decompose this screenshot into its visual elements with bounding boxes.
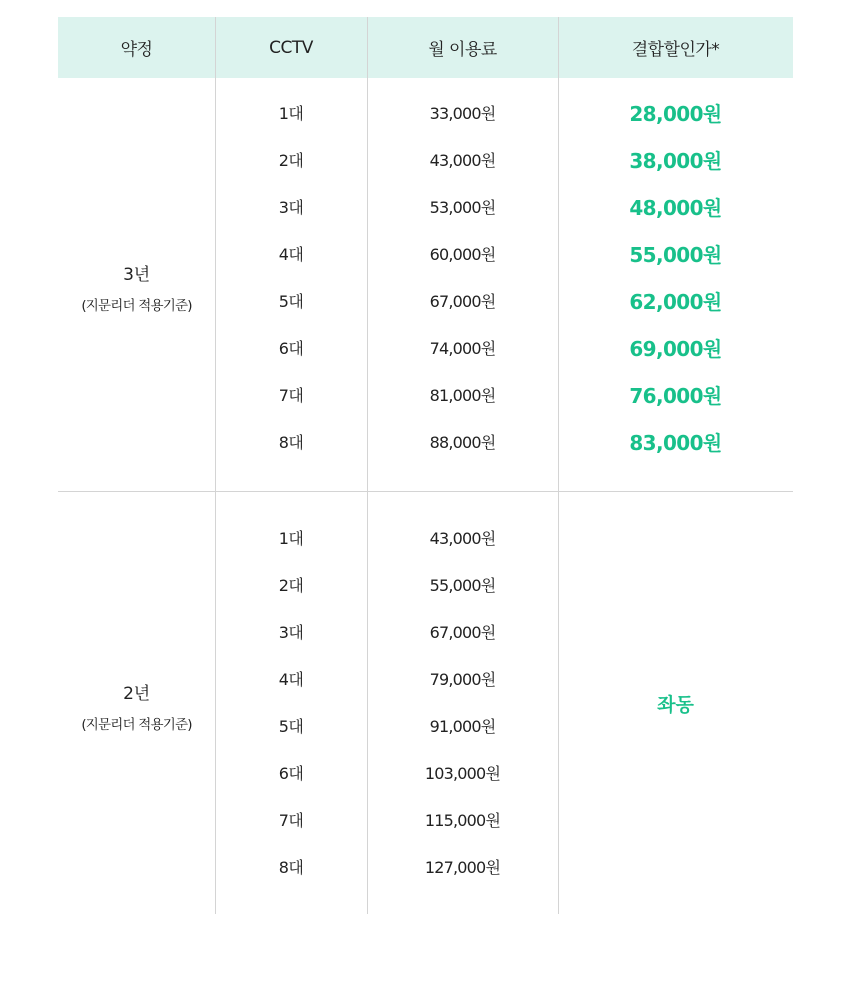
cctv-count: 4대 — [278, 245, 304, 264]
monthly-fee: 67,000원 — [429, 292, 496, 311]
table-row — [215, 561, 793, 608]
monthly-fee: 60,000원 — [429, 245, 496, 264]
table-row — [215, 514, 793, 561]
cctv-count: 8대 — [278, 433, 304, 452]
group-3y-label — [58, 260, 215, 314]
monthly-fee: 103,000원 — [424, 764, 501, 783]
monthly-fee: 79,000원 — [429, 670, 496, 689]
table-row — [215, 418, 793, 465]
table-row — [215, 136, 793, 183]
monthly-fee: 43,000원 — [429, 529, 496, 548]
cctv-count: 4대 — [278, 670, 304, 689]
cctv-count: 3대 — [278, 623, 304, 642]
monthly-fee: 74,000원 — [429, 339, 496, 358]
cctv-count: 6대 — [278, 339, 304, 358]
group-2y-label — [58, 679, 215, 733]
group-2y-basis: (지문리더 적용기준) — [81, 717, 192, 733]
header-monthly-fee: 월 이용료 — [428, 40, 497, 60]
bundle-price: 55,000원 — [629, 243, 722, 267]
table-row — [215, 183, 793, 230]
monthly-fee: 55,000원 — [429, 576, 496, 595]
bundle-price: 28,000원 — [629, 102, 722, 126]
table-row — [215, 89, 793, 136]
cctv-count: 3대 — [278, 198, 304, 217]
group-3y-basis: (지문리더 적용기준) — [81, 298, 192, 314]
monthly-fee: 53,000원 — [429, 198, 496, 217]
table-row — [215, 608, 793, 655]
monthly-fee: 91,000원 — [429, 717, 496, 736]
cctv-count: 7대 — [278, 386, 304, 405]
group-3y-term: 3년 — [123, 265, 150, 285]
bundle-price: 48,000원 — [629, 196, 722, 220]
group-divider — [58, 491, 793, 492]
cctv-count: 8대 — [278, 858, 304, 877]
monthly-fee: 81,000원 — [429, 386, 496, 405]
cctv-count: 1대 — [278, 104, 304, 123]
monthly-fee: 67,000원 — [429, 623, 496, 642]
table-row — [215, 277, 793, 324]
table-row — [215, 230, 793, 277]
cctv-count: 1대 — [278, 529, 304, 548]
table-row — [215, 324, 793, 371]
bundle-price: 69,000원 — [629, 337, 722, 361]
bundle-price: 76,000원 — [629, 384, 722, 408]
cctv-count: 5대 — [278, 717, 304, 736]
cctv-count: 2대 — [278, 576, 304, 595]
monthly-fee: 33,000원 — [429, 104, 496, 123]
table-row — [215, 796, 793, 843]
header-cctv: CCTV — [269, 37, 313, 58]
monthly-fee: 43,000원 — [429, 151, 496, 170]
table-row — [215, 371, 793, 418]
cctv-count: 2대 — [278, 151, 304, 170]
bundle-price: 62,000원 — [629, 290, 722, 314]
cctv-count: 6대 — [278, 764, 304, 783]
pricing-table — [58, 17, 793, 877]
table-row — [215, 843, 793, 890]
monthly-fee: 127,000원 — [424, 858, 501, 877]
table-row — [215, 749, 793, 796]
same-as-above-label: 좌동 — [657, 694, 694, 716]
table-header — [58, 17, 793, 78]
header-term: 약정 — [120, 40, 153, 60]
group-2y-term: 2년 — [123, 684, 150, 704]
header-bundle-price: 결합할인가* — [631, 40, 720, 60]
monthly-fee: 88,000원 — [429, 433, 496, 452]
monthly-fee: 115,000원 — [424, 811, 501, 830]
bundle-price: 38,000원 — [629, 149, 722, 173]
cctv-count: 5대 — [278, 292, 304, 311]
bundle-price: 83,000원 — [629, 431, 722, 455]
cctv-count: 7대 — [278, 811, 304, 830]
